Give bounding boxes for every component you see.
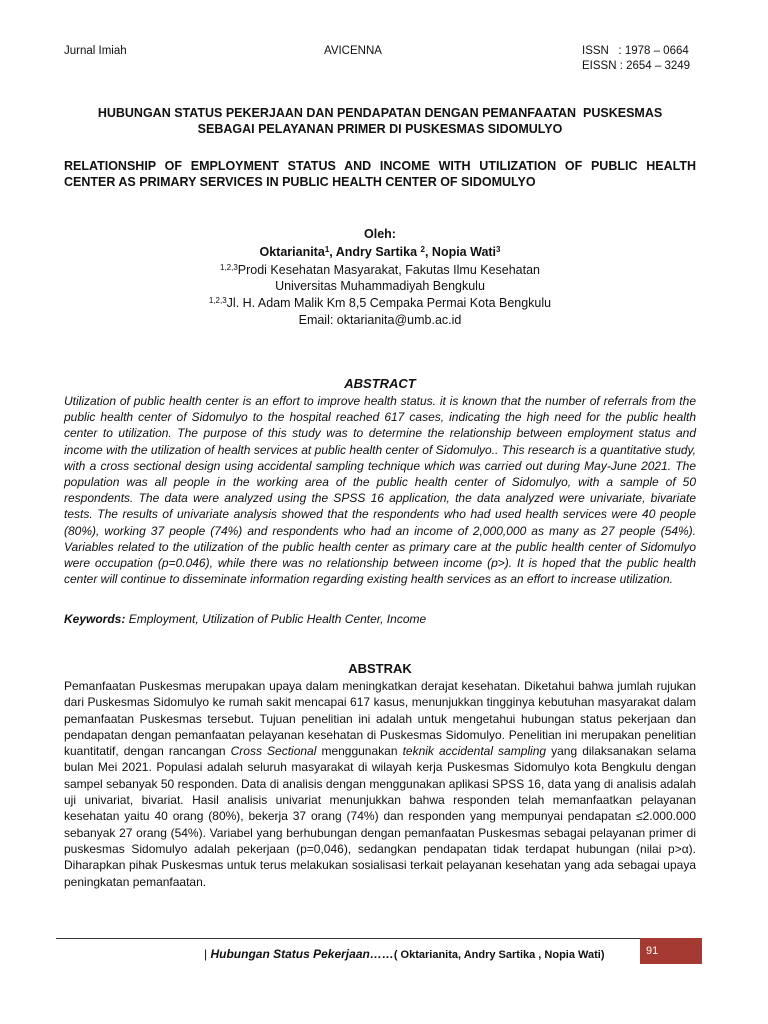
keywords bbox=[64, 611, 696, 627]
footer-authors: ( Oktarianita, Andry Sartika , Nopia Wati) bbox=[393, 949, 605, 961]
paper-title-indonesian bbox=[64, 105, 696, 137]
title-line-2: SEBAGAI PELAYANAN PRIMER DI PUSKESMAS SIDOMULYO bbox=[197, 122, 563, 136]
page-number: 91 bbox=[640, 938, 702, 964]
abstrak-heading: ABSTRAK bbox=[348, 661, 412, 676]
author-3: , Nopia Wati bbox=[424, 245, 497, 259]
journal-title: AVICENNA bbox=[324, 45, 382, 57]
footer-title: Hubungan Status Pekerjaan…… bbox=[210, 947, 394, 961]
paper-title-english: RELATIONSHIP OF EMPLOYMENT STATUS AND INCOME WITH UTILIZATION OF PUBLIC HEALTH CENTER AS PRIMARY SERVICES IN PUBLIC HEALTH CENTER OF SIDOMULYO bbox=[64, 159, 696, 189]
keywords-text: Employment, Utilization of Public Health Center, Income bbox=[125, 612, 427, 626]
eissn: EISSN : 2654 – 3249 bbox=[582, 60, 691, 72]
email: Email: oktarianita@umb.ac.id bbox=[298, 313, 462, 327]
issn: ISSN : 1978 – 0664 bbox=[582, 45, 689, 57]
footer-rule bbox=[56, 938, 640, 939]
title-line-1: HUBUNGAN STATUS PEKERJAAN DAN PENDAPATAN DENGAN PEMANFAATAN PUSKESMAS bbox=[97, 106, 663, 120]
affiliation-1: $^{1,2,3}$Prodi Kesehatan Masyarakat, Fakutas Ilmu Kesehatan bbox=[219, 263, 541, 277]
by-label: Oleh: bbox=[364, 227, 396, 241]
footer-running-title: | Hubungan Status Pekerjaan……( Oktarianita, Andry Sartika , Nopia Wati) bbox=[204, 947, 605, 961]
author-list: Oktarianita$^1$, Andry Sartika $^2$, Nopia Wati$^3$ bbox=[259, 245, 501, 259]
author-2: , Andry Sartika bbox=[329, 245, 421, 259]
address: $^{1,2,3}$Jl. H. Adam Malik Km 8,5 Cempaka Permai Kota Bengkulu bbox=[208, 296, 552, 310]
abstract-heading: ABSTRACT bbox=[344, 376, 416, 391]
issn-block bbox=[582, 44, 690, 74]
keywords-label: Keywords: bbox=[64, 612, 126, 626]
affiliation-2: Universitas Muhammadiyah Bengkulu bbox=[275, 279, 485, 293]
journal-name: Jurnal Imiah bbox=[64, 45, 127, 57]
abstrak-body: Pemanfaatan Puskesmas merupakan upaya dalam meningkatkan derajat kesehatan. Diketahui bahwa jumlah rujukan dari Puskesmas Sidomulyo ke rumah sakit mencapai 617 kasus, menunjukkan tingginya kebutuhan masyarakat dalam pemanfaatan Puskesmas tersebut. Tujuan penelitian ini adalah untuk mengetahui hubungan status pekerjaan dan pendapatan dengan pemanfaatan pelayanan kesehatan di Puskesmas Sidomulyo. Penelitian ini merupakan penelitian kuantitatif, dengan rancangan Cross Sectional menggunakan teknik accidental sampling yang dilaksanakan selama bulan Mei 2021. Populasi adalah seluruh masyarakat di wilayah kerja Puskesmas Sidomulyo kota Bengkulu dengan sampel sebanyak 50 responden. Data di analisis dengan menggunakan aplikasi SPSS 16, data yang di analisis adalah uji univariat, bivariat. Hasil analisis univariat menunjukkan bahwa responden telah memanfaatkan pelayanan kesehatan yaitu 40 orang (80%), bekerja 37 orang (74%) dan responden yang mempunyai pendapatan ≤2.000.000 sebanyak 27 orang (54%). Variabel yang berhubungan dengan pemanfaatan Puskesmas sebagai pelayanan primer di puskesmas Sidomulyo adalah pekerjaan (p=0,046), sedangkan pendapatan tidak terdapat hubungan (nilai p>α). Diharapkan pihak Puskesmas untuk terus melakukan sosialisasi terkait pelayanan kesehatan yang ada sebagai upaya peningkatan pemanfaatan. bbox=[64, 679, 696, 889]
author-1: Oktarianita bbox=[259, 245, 325, 259]
abstract-body: Utilization of public health center is an effort to improve health status. it is known that the number of referrals from the public health center of Sidomulyo to the hospital reached 617 cases, indicating the high need for the public health center to utilization. The purpose of this study was to determine the relationship between employment status and income with the utilization of health services at public health center of Sidomulyo.. This research is a quantitative study, with a cross sectional design using accidental sampling technique which was carried out during May-June 2021. The population was all people in the working area of the public health center of Sidomulyo, with a sample of 50 respondents. The data were analyzed using the SPSS 16 application, the data analyzed were univariate, bivariate tests. The results of univariate analysis showed that the respondents who had used health services were 40 people (80%), working 37 people (74%) and respondents who had an income of 2,000,000 as many as 27 people (54%). Variables related to the utilization of the public health center as primary care at the public health center of Sidomulyo were occupation (p=0.046), while there was no relationship between income (p>). It is hoped that the public health center will continue to disseminate information regarding existing health services as an effort to increase utilization. bbox=[64, 394, 696, 587]
